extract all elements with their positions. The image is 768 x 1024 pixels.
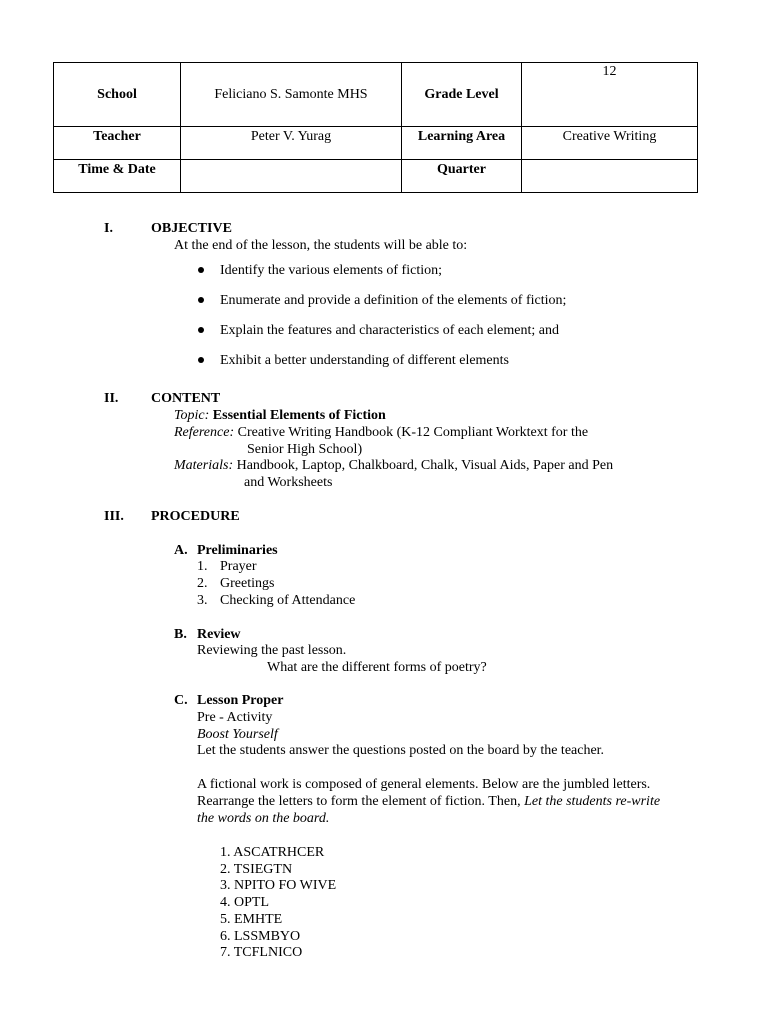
jumbled-word: 3. NPITO FO WIVE bbox=[220, 878, 337, 893]
paragraph-line: the words on the board. bbox=[197, 811, 330, 826]
learning-area-value: Creative Writing bbox=[522, 127, 698, 160]
time-date-value bbox=[181, 160, 402, 193]
paragraph-line: A fictional work is composed of general elements. Below are the jumbled letters. bbox=[197, 777, 651, 792]
jumbled-word: 7. TCFLNICO bbox=[220, 945, 303, 960]
teacher-label: Teacher bbox=[54, 127, 181, 160]
boost-yourself-line: Boost Yourself bbox=[197, 727, 278, 742]
section-b-title: Review bbox=[197, 627, 241, 642]
topic-label: Topic: bbox=[174, 408, 210, 423]
topic-line bbox=[174, 407, 386, 424]
content-numeral: II. bbox=[104, 391, 119, 406]
jumbled-word: 5. EMHTE bbox=[220, 912, 283, 927]
jumbled-word: 4. OPTL bbox=[220, 895, 269, 910]
learning-area-label: Learning Area bbox=[402, 127, 522, 160]
teacher-value: Peter V. Yurag bbox=[181, 127, 402, 160]
objective-item: Identify the various elements of fiction; bbox=[220, 263, 442, 278]
list-item-number: 1. bbox=[197, 559, 208, 574]
jumbled-word: 6. LSSMBYO bbox=[220, 929, 301, 944]
quarter-value bbox=[522, 160, 698, 193]
topic-value: Essential Elements of Fiction bbox=[212, 408, 386, 423]
grade-level-value: 12 bbox=[522, 63, 698, 127]
materials-value-cont: and Worksheets bbox=[244, 475, 333, 490]
list-item: Greetings bbox=[220, 576, 275, 591]
list-item-number: 2. bbox=[197, 576, 208, 591]
pre-activity-line: Pre - Activity bbox=[197, 710, 273, 725]
objective-item: Exhibit a better understanding of different elements bbox=[220, 353, 509, 368]
objective-heading: OBJECTIVE bbox=[151, 221, 232, 236]
review-line: Reviewing the past lesson. bbox=[197, 643, 347, 658]
materials-value: Handbook, Laptop, Chalkboard, Chalk, Visual Aids, Paper and Pen bbox=[236, 458, 614, 473]
section-c-title: Lesson Proper bbox=[197, 693, 284, 708]
header-info-table bbox=[53, 62, 698, 193]
table-row bbox=[54, 63, 698, 127]
objective-intro: At the end of the lesson, the students will be able to: bbox=[174, 238, 468, 253]
paragraph-text: Rearrange the letters to form the element of fiction. Then, bbox=[197, 794, 525, 809]
paragraph-italic-text: Let the students re-write bbox=[524, 794, 661, 809]
content-heading: CONTENT bbox=[151, 391, 221, 406]
school-label: School bbox=[54, 63, 181, 127]
bullet-dot bbox=[198, 267, 204, 273]
table-row bbox=[54, 127, 698, 160]
jumbled-word: 1. ASCATRHCER bbox=[220, 845, 325, 860]
section-a-letter: A. bbox=[174, 543, 188, 558]
grade-level-label: Grade Level bbox=[402, 63, 522, 127]
table-row bbox=[54, 160, 698, 193]
quarter-label: Quarter bbox=[402, 160, 522, 193]
materials-line bbox=[174, 457, 613, 474]
school-value: Feliciano S. Samonte MHS bbox=[181, 63, 402, 127]
objective-item: Explain the features and characteristics of each element; and bbox=[220, 323, 559, 338]
reference-value-cont: Senior High School) bbox=[247, 442, 363, 457]
reference-value: Creative Writing Handbook (K-12 Compliant Worktext for the bbox=[237, 425, 589, 440]
list-item-number: 3. bbox=[197, 593, 208, 608]
objective-item: Enumerate and provide a definition of the elements of fiction; bbox=[220, 293, 567, 308]
materials-label: Materials: bbox=[174, 458, 234, 473]
review-question: What are the different forms of poetry? bbox=[267, 660, 487, 675]
procedure-numeral: III. bbox=[104, 509, 124, 524]
procedure-heading: PROCEDURE bbox=[151, 509, 240, 524]
time-date-label: Time & Date bbox=[54, 160, 181, 193]
list-item: Checking of Attendance bbox=[220, 593, 356, 608]
reference-line bbox=[174, 424, 588, 441]
section-a-title: Preliminaries bbox=[197, 543, 278, 558]
instruction-line: Let the students answer the questions posted on the board by the teacher. bbox=[197, 743, 605, 758]
bullet-dot bbox=[198, 357, 204, 363]
objective-numeral: I. bbox=[104, 221, 113, 236]
bullet-dot bbox=[198, 297, 204, 303]
list-item: Prayer bbox=[220, 559, 257, 574]
section-c-letter: C. bbox=[174, 693, 188, 708]
paragraph-line bbox=[197, 793, 660, 810]
section-b-letter: B. bbox=[174, 627, 187, 642]
reference-label: Reference: bbox=[174, 425, 235, 440]
bullet-dot bbox=[198, 327, 204, 333]
jumbled-word: 2. TSIEGTN bbox=[220, 862, 293, 877]
